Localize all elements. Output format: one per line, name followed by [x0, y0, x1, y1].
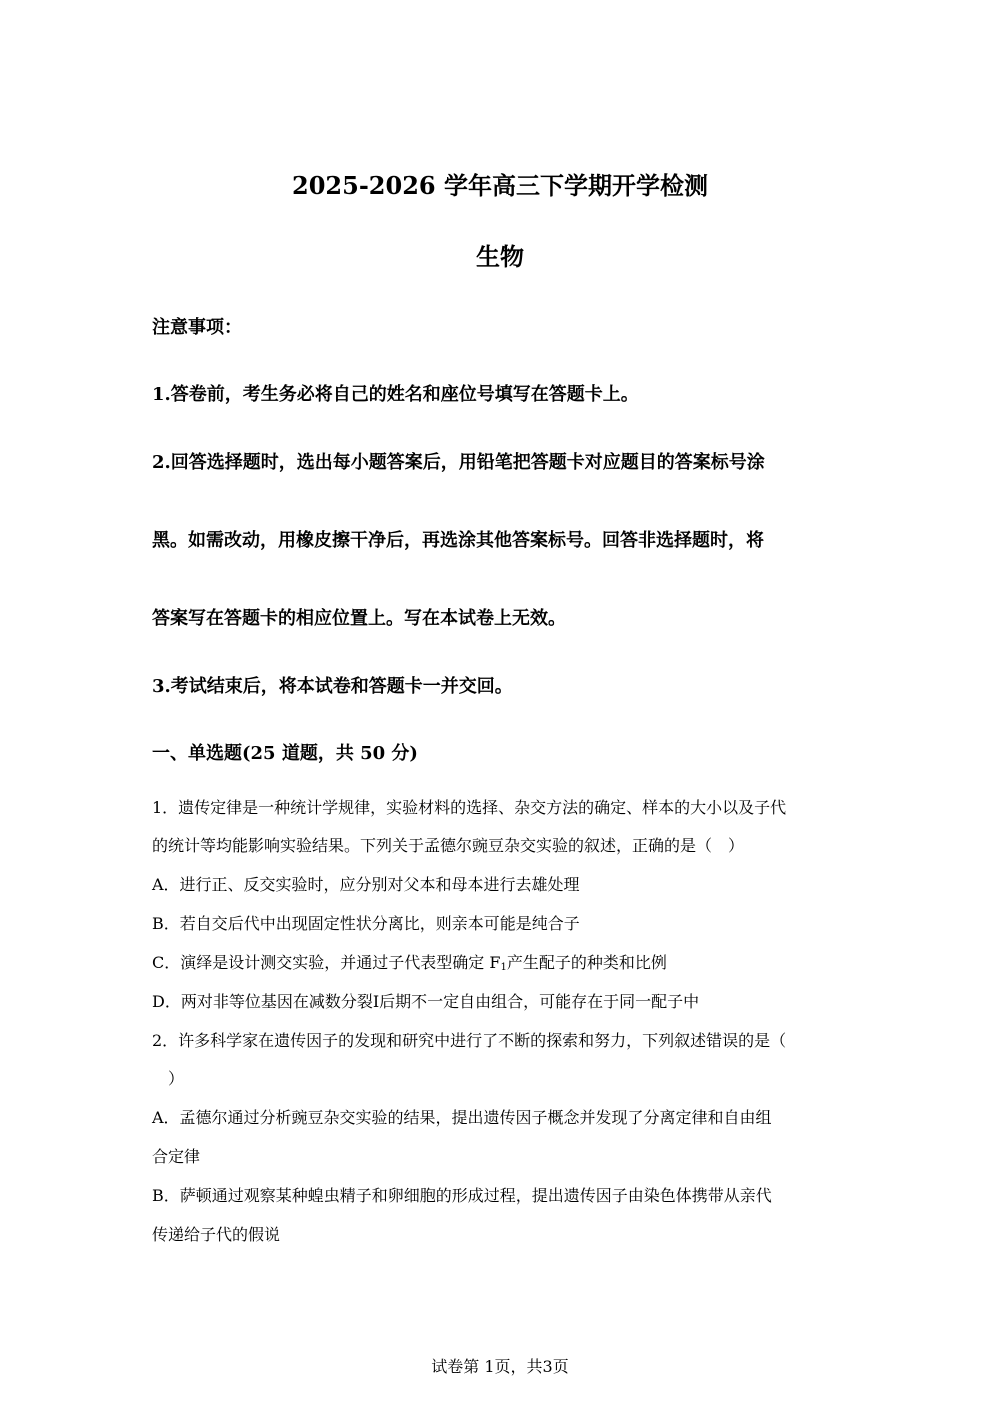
q1-option-c: [152, 952, 667, 979]
q2-stem-line-2: ）: [152, 1069, 185, 1088]
q2-option-a-line-1: A．孟德尔通过分析豌豆杂交实验的结果，提出遗传因子概念并发现了分离定律和自由组: [152, 1108, 772, 1127]
q2-option-a-line-2: 合定律: [152, 1147, 201, 1166]
page-footer: 试卷第 1页，共3页: [431, 1357, 569, 1376]
notice-item-3: 3.考试结束后，将本试卷和答题卡一并交回。: [152, 676, 513, 697]
notice-heading: 注意事项：: [152, 317, 242, 338]
q1-option-b: B．若自交后代中出现固定性状分离比，则亲本可能是纯合子: [152, 914, 580, 933]
section-heading: 一、单选题(25 道题，共 50 分): [152, 743, 418, 764]
q1-option-c-text: C．演绎是设计测交实验，并通过子代表型确定 F: [152, 953, 501, 972]
subject-title: 生物: [476, 242, 524, 271]
notice-item-1: 1.答卷前，考生务必将自己的姓名和座位号填写在答题卡上。: [152, 384, 639, 405]
q1-option-c-subscript: 1: [500, 962, 507, 973]
exam-title: 2025-2026 学年高三下学期开学检测: [292, 171, 708, 200]
q2-stem-line-1: 2．许多科学家在遗传因子的发现和研究中进行了不断的探索和努力，下列叙述错误的是（: [152, 1031, 787, 1050]
q1-option-c-text-end: 产生配子的种类和比例: [506, 953, 667, 972]
notice-item-2-line-1: 2.回答选择题时，选出每小题答案后，用铅笔把答题卡对应题目的答案标号涂: [152, 452, 765, 473]
notice-item-2-line-3: 答案写在答题卡的相应位置上。写在本试卷上无效。: [152, 608, 566, 629]
notice-item-2-line-2: 黑。如需改动，用橡皮擦干净后，再选涂其他答案标号。回答非选择题时，将: [152, 530, 764, 551]
q2-option-b-line-1: B．萨顿通过观察某种蝗虫精子和卵细胞的形成过程，提出遗传因子由染色体携带从亲代: [152, 1186, 772, 1205]
q1-option-d: D．两对非等位基因在减数分裂Ⅰ后期不一定自由组合，可能存在于同一配子中: [152, 992, 700, 1011]
q2-option-b-line-2: 传递给子代的假说: [152, 1225, 281, 1244]
q1-stem-line-1: 1．遗传定律是一种统计学规律，实验材料的选择、杂交方法的确定、样本的大小以及子代: [152, 798, 787, 817]
q1-option-a: A．进行正、反交实验时，应分别对父本和母本进行去雄处理: [152, 875, 580, 894]
q1-stem-line-2: 的统计等均能影响实验结果。下列关于孟德尔豌豆杂交实验的叙述，正确的是（ ）: [152, 836, 745, 855]
